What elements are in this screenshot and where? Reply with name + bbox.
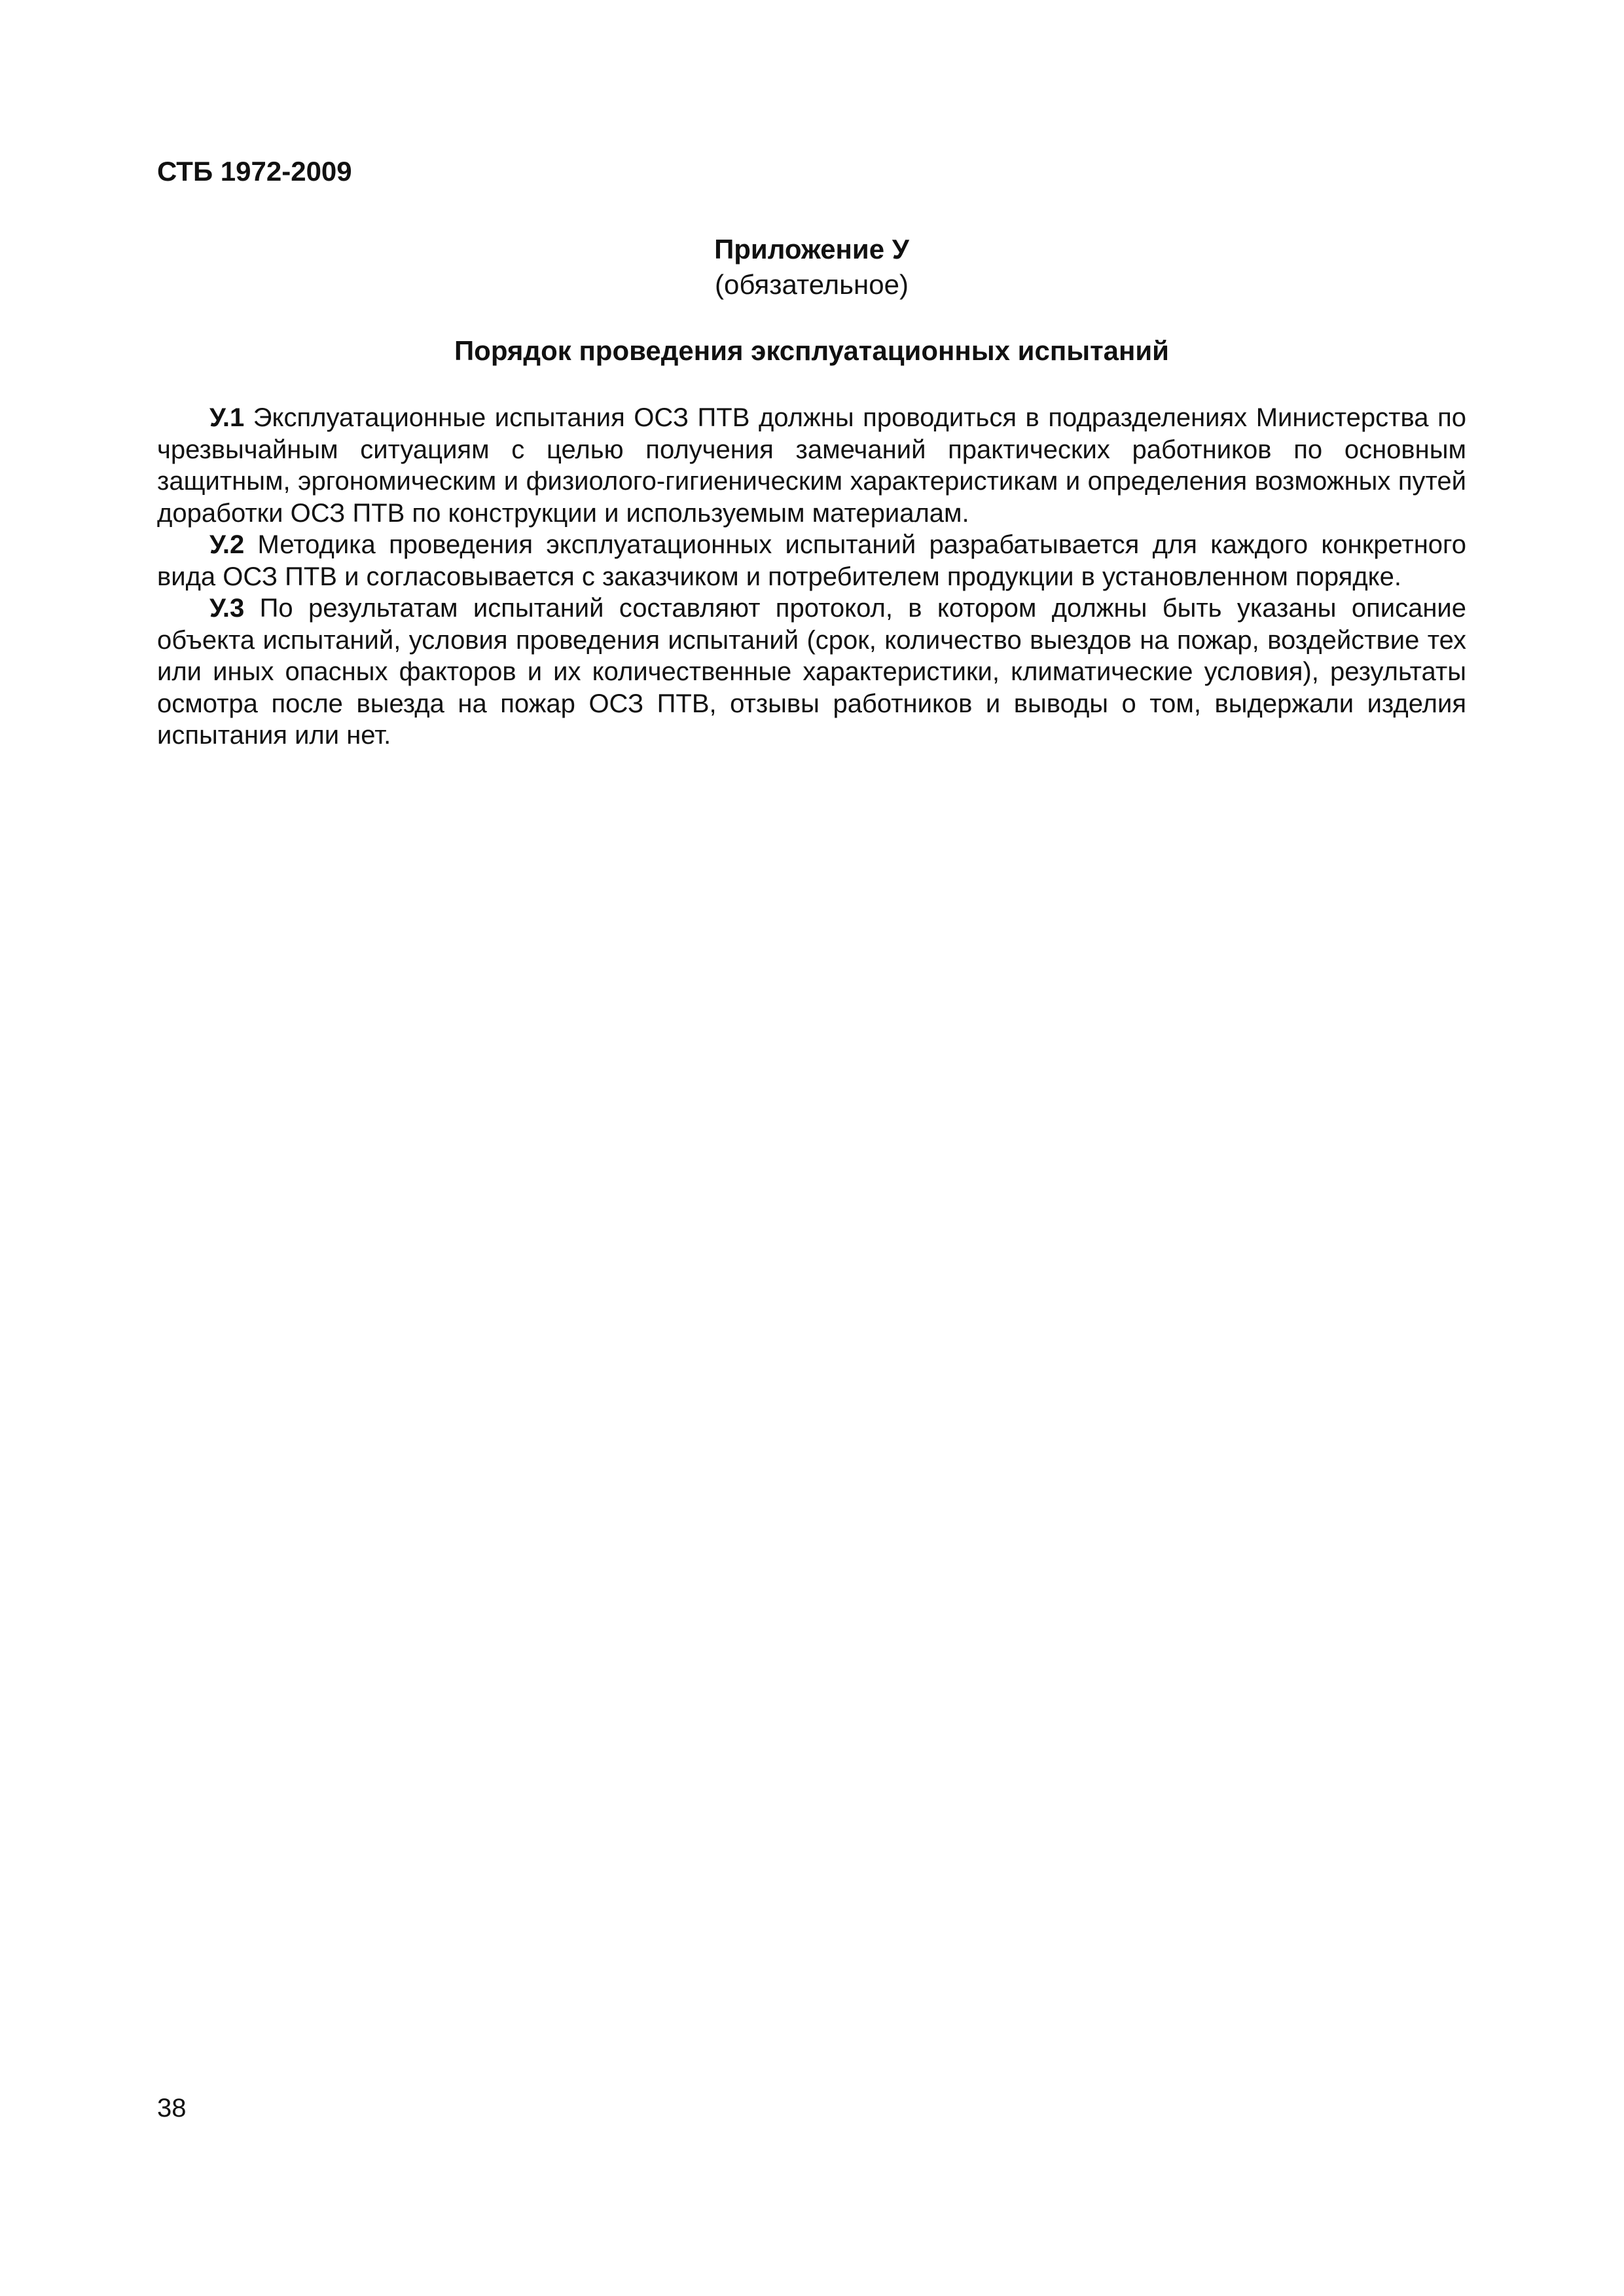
clause-paragraph — [157, 592, 1466, 752]
page-number: 38 — [157, 2094, 187, 2123]
clause-paragraph — [157, 402, 1466, 529]
clause-number: У.1 — [209, 403, 245, 432]
clause-text: По результатам испытаний составляют протокол, в котором должны быть указаны описание объекта испытаний, условия проведения испытаний (срок, количество выездов на пожар, воздействие тех или иных опасных факторов и их количественные характеристики, климатические условия), результаты осмотра после выезда на пожар ОСЗ ПТВ, отзывы работников и выводы о том, выдержали изделия испытания или нет. — [157, 594, 1466, 750]
annex-status: (обязательное) — [715, 269, 909, 300]
clauses-body — [157, 402, 1466, 752]
clause-text: Эксплуатационные испытания ОСЗ ПТВ должны проводиться в подразделениях Министерства по чрезвычайным ситуациям с целью получения замечаний практических работников по основным защитным, эргономическим и физиолого-гигиеническим характеристикам и определения возможных путей доработки ОСЗ ПТВ по конструкции и используемым материалам. — [157, 403, 1466, 528]
clause-number: У.3 — [209, 594, 245, 623]
clause-paragraph — [157, 529, 1466, 592]
section-heading: Порядок проведения эксплуатационных испытаний — [454, 335, 1170, 366]
document-code: СТБ 1972-2009 — [157, 156, 352, 187]
annex-block — [157, 232, 1466, 302]
clause-text: Методика проведения эксплуатационных испытаний разрабатывается для каждого конкретного вида ОСЗ ПТВ и согласовывается с заказчиком и потребителем продукции в установленном порядке. — [157, 530, 1466, 591]
clause-number: У.2 — [209, 530, 245, 559]
annex-title: Приложение У — [714, 234, 909, 264]
